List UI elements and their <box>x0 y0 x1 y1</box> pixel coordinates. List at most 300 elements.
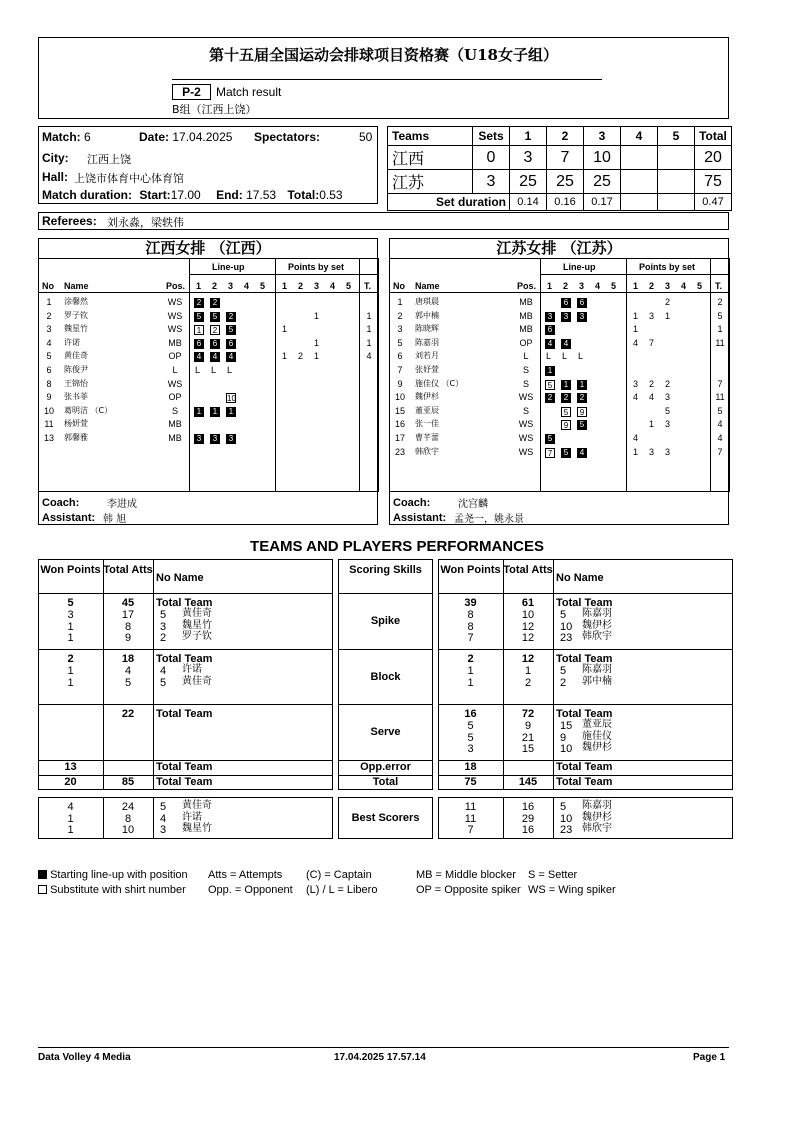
team-panel-home <box>38 238 378 525</box>
performance-row-line <box>38 704 333 705</box>
panel-row-line <box>390 491 730 492</box>
player-name: 魏伊杉 <box>582 619 612 631</box>
duration-label: Match duration: <box>42 188 132 202</box>
player-position: WS <box>167 324 183 335</box>
player-number: 6 <box>46 365 52 375</box>
performance-column-line <box>153 559 154 790</box>
lineup-substitute: 5 <box>545 380 555 390</box>
points-set: 2 <box>665 297 671 307</box>
player-number: 3 <box>160 824 167 836</box>
filled-square-icon <box>38 870 47 879</box>
player-number: 23 <box>560 824 573 836</box>
assistant-name: 孟尧一，姚永景 <box>454 514 524 525</box>
best-total-atts: 16 <box>521 824 535 836</box>
set-header: 1 <box>282 281 288 291</box>
player-number: 23 <box>394 446 405 457</box>
duration-row <box>42 188 343 202</box>
player-name: 刘若月 <box>415 351 439 361</box>
player-number: 5 <box>560 801 567 813</box>
lineup-substitute: 10 <box>227 394 236 404</box>
match-number: 6 <box>84 130 91 144</box>
points-set: 1 <box>314 351 320 362</box>
player-name: 魏伊杉 <box>582 811 612 823</box>
points-set: 4 <box>633 433 639 443</box>
score-header: 1 <box>510 127 547 146</box>
hall-label: Hall: <box>42 170 69 184</box>
player-total-atts: 2 <box>524 676 532 689</box>
hall-value: 上饶市体育中心体育馆 <box>74 172 184 185</box>
score-header: Sets <box>473 127 510 146</box>
team-name-away: 江苏女排 （江苏） <box>390 239 728 259</box>
points-set: 1 <box>314 310 320 321</box>
best-total-atts: 8 <box>124 812 132 825</box>
lineup-start-position: 6 <box>210 339 220 349</box>
player-name: 郭馨雅 <box>64 433 88 442</box>
points-total: 11 <box>715 337 725 348</box>
score-header: 5 <box>658 127 695 146</box>
end-label: End: <box>216 188 243 202</box>
lineup-libero: L <box>546 351 552 362</box>
player-won-points: 1 <box>67 620 74 633</box>
player-number: 7 <box>397 365 403 375</box>
score-row <box>388 146 732 170</box>
score-total: 20 <box>695 146 732 170</box>
set-duration <box>621 194 658 211</box>
player-number: 1 <box>397 297 403 307</box>
lineup-start-position: 3 <box>226 434 236 444</box>
player-name: 王锦怡 <box>64 378 88 388</box>
points-total: 7 <box>717 446 723 457</box>
points-header: Points by set <box>639 262 696 272</box>
player-name: 施佳仪 <box>582 730 612 742</box>
total-duration: 0.53 <box>319 188 343 202</box>
points-header: Points by set <box>288 262 345 272</box>
lineup-start-position: 1 <box>194 407 204 417</box>
footer-page: Page 1 <box>693 1052 726 1063</box>
points-set: 3 <box>665 446 671 457</box>
player-name: 董亚辰 <box>415 405 439 415</box>
player-won-points: 5 <box>467 731 474 744</box>
set-header: 2 <box>212 281 218 291</box>
points-set: 1 <box>314 337 320 348</box>
lineup-start-position: 4 <box>210 352 220 362</box>
points-set: 1 <box>665 310 671 321</box>
set-header: 4 <box>595 281 601 291</box>
player-name: 韩欣宇 <box>582 631 612 642</box>
performance-row-line <box>438 649 733 650</box>
team-won-points: 13 <box>64 761 77 773</box>
player-name: 郭中楠 <box>582 675 612 687</box>
points-set: 2 <box>298 351 304 362</box>
total-team-label: Total Team <box>156 761 213 773</box>
player-name: 陈嘉羽 <box>582 608 612 619</box>
player-total-atts: 15 <box>521 743 535 755</box>
score-header-row <box>388 127 732 146</box>
set-duration <box>658 194 695 211</box>
player-name: 魏伊杉 <box>582 742 612 753</box>
legend-text: Atts = Attempts <box>208 869 283 881</box>
total-atts-header: Total Atts <box>503 564 553 576</box>
legend-starting <box>38 869 188 881</box>
player-won-points: 1 <box>467 665 474 677</box>
end-time: 17.53 <box>246 188 277 202</box>
player-name: 郭中楠 <box>415 310 439 320</box>
set-header: 4 <box>681 281 687 291</box>
player-name: 罗子钦 <box>64 310 88 320</box>
player-number: 23 <box>560 632 573 644</box>
lineup-start-position: 1 <box>561 380 571 390</box>
player-name: 施佳仪 （C） <box>415 378 464 388</box>
total-team-label: Total Team <box>556 761 613 773</box>
team-total-atts: 12 <box>521 653 535 665</box>
won-points-header: Won Points <box>40 564 101 576</box>
lineup-substitute: 5 <box>561 407 571 417</box>
points-set: 1 <box>649 419 655 430</box>
player-position: S <box>522 405 529 416</box>
lineup-start-position: 2 <box>545 393 555 403</box>
score-team: 江西 <box>388 146 473 170</box>
lineup-start-position: 1 <box>210 407 220 417</box>
set-header: 2 <box>298 281 304 291</box>
player-name: 杨妍萱 <box>64 419 88 429</box>
player-name: 曹芊蕾 <box>415 433 439 442</box>
lineup-libero: L <box>562 351 568 362</box>
player-number: 10 <box>394 392 405 403</box>
total-label: Total: <box>287 188 320 202</box>
lineup-start-position: 5 <box>577 420 587 430</box>
report-subtitle: Match result <box>216 85 282 99</box>
match-date: 17.04.2025 <box>172 130 233 144</box>
date-label: Date: <box>139 130 170 144</box>
player-number: 4 <box>160 812 167 825</box>
player-name: 张书菲 <box>64 392 88 402</box>
legend-text: Starting line-up with position <box>50 869 188 881</box>
coach-name: 李进成 <box>107 499 137 510</box>
player-number: 3 <box>160 620 167 633</box>
footer-software: Data Volley 4 Media <box>38 1052 131 1063</box>
pos-header: Pos. <box>166 281 186 291</box>
match-label: Match: <box>42 130 81 144</box>
lineup-libero: L <box>211 365 217 375</box>
team-name-home: 江西女排 （江西） <box>39 239 377 259</box>
player-number: 15 <box>394 405 405 416</box>
set-header: 3 <box>228 281 234 291</box>
city-value: 江西上饶 <box>87 153 131 166</box>
performance-row-line <box>338 704 433 705</box>
team-panel-away <box>389 238 729 525</box>
player-number: 5 <box>46 351 52 362</box>
lineup-start-position: 6 <box>577 298 587 308</box>
referees-names: 刘永淼，梁轶伟 <box>107 216 184 229</box>
player-total-atts: 17 <box>121 609 135 621</box>
team-total-atts: 22 <box>121 708 135 720</box>
best-won-points: 1 <box>67 812 74 825</box>
player-total-atts: 9 <box>124 632 132 644</box>
footer-timestamp: 17.04.2025 17.57.14 <box>334 1052 426 1063</box>
referees-bar <box>38 212 729 230</box>
player-number: 2 <box>397 310 403 321</box>
player-number: 5 <box>560 665 567 677</box>
performance-row-line <box>438 704 733 705</box>
no-name-header: No Name <box>156 572 204 584</box>
no-header: No <box>42 281 54 291</box>
performance-row-line <box>438 593 733 594</box>
score-set: 7 <box>547 146 584 170</box>
lineup-start-position: 3 <box>545 312 555 322</box>
player-total-atts: 1 <box>524 665 532 677</box>
set-header: 5 <box>697 281 703 291</box>
points-set: 1 <box>633 310 639 321</box>
set-duration-total: 0.47 <box>695 194 732 211</box>
performance-row-line <box>38 593 333 594</box>
set-header: 4 <box>330 281 336 291</box>
lineup-start-position: 5 <box>210 312 220 322</box>
score-header: 2 <box>547 127 584 146</box>
page-title: 第十五届全国运动会排球项目资格赛（U18女子组） <box>209 46 558 64</box>
player-number: 16 <box>394 419 405 430</box>
team-won-points: 5 <box>67 597 74 609</box>
lineup-libero: L <box>195 365 201 375</box>
points-set: 7 <box>649 337 655 348</box>
player-number: 2 <box>560 676 567 689</box>
player-won-points: 5 <box>467 720 474 732</box>
player-name: 魏伊杉 <box>415 392 439 402</box>
city-label: City: <box>42 151 69 165</box>
player-position: WS <box>518 433 534 443</box>
total-team-label: Total Team <box>156 776 213 788</box>
player-name: 韩欣宇 <box>415 446 439 456</box>
points-total: 1 <box>366 324 372 335</box>
player-number: 11 <box>44 419 54 430</box>
panel-row-line <box>189 274 379 275</box>
player-number: 5 <box>160 801 167 813</box>
score-sets: 3 <box>473 170 510 194</box>
legend-text: S = Setter <box>528 869 578 881</box>
player-name: 陈嘉羽 <box>582 664 612 675</box>
player-total-atts: 12 <box>521 632 535 644</box>
best-scorers-column-line <box>153 797 154 839</box>
player-name: 张一佳 <box>415 419 439 429</box>
group-label: B组（江西上饶） <box>172 103 257 116</box>
points-set: 2 <box>665 378 671 389</box>
panel-row-line <box>39 292 379 293</box>
footer-divider <box>38 1047 729 1048</box>
points-total: 1 <box>717 324 723 335</box>
player-won-points: 8 <box>467 620 474 633</box>
player-won-points: 1 <box>67 665 74 677</box>
player-number: 5 <box>560 609 567 621</box>
skill-label: Serve <box>370 726 401 738</box>
points-set: 4 <box>649 392 655 403</box>
player-name: 黄佳奇 <box>182 675 212 687</box>
legend-text: (C) = Captain <box>306 869 372 881</box>
player-position: OP <box>168 392 182 403</box>
team-won-points: 20 <box>64 776 77 788</box>
score-set: 25 <box>510 170 547 194</box>
points-total: 4 <box>366 351 372 362</box>
player-position: MB <box>168 419 182 430</box>
score-set <box>658 146 695 170</box>
lineup-substitute: 9 <box>561 420 571 430</box>
player-total-atts: 4 <box>124 665 132 677</box>
lineup-header: Line-up <box>563 262 596 272</box>
points-total: 4 <box>717 419 723 430</box>
lineup-libero: L <box>227 365 233 375</box>
player-number: 9 <box>397 378 403 389</box>
points-total: 1 <box>366 337 372 348</box>
assistant-name: 韩 旭 <box>103 514 127 525</box>
player-name: 陈嘉羽 <box>582 800 612 811</box>
lineup-start-position: 5 <box>194 312 204 322</box>
player-name: 韩欣宇 <box>582 823 612 834</box>
player-number: 2 <box>160 632 167 644</box>
player-name: 陈俊尹 <box>64 365 88 374</box>
total-team-label: Total Team <box>156 597 213 609</box>
points-set: 1 <box>282 324 288 335</box>
player-number: 9 <box>46 392 52 403</box>
set-header: 5 <box>346 281 352 291</box>
player-number: 17 <box>394 433 405 443</box>
score-set: 10 <box>584 146 621 170</box>
points-total: 4 <box>717 433 723 443</box>
score-table <box>387 126 732 211</box>
player-name: 黄佳奇 <box>182 608 212 619</box>
player-won-points: 1 <box>67 632 74 644</box>
player-number: 1 <box>46 297 52 307</box>
player-number: 5 <box>160 609 167 621</box>
player-position: MB <box>168 337 182 348</box>
coach-label: Coach: <box>393 497 431 509</box>
points-set: 1 <box>633 446 639 457</box>
spectators-row <box>254 130 320 144</box>
match-row <box>42 130 91 144</box>
total-team-label: Total Team <box>556 653 613 665</box>
score-header: Teams <box>388 127 473 146</box>
points-set: 4 <box>633 392 639 403</box>
legend-text: MB = Middle blocker <box>416 869 516 881</box>
player-won-points: 8 <box>467 609 474 621</box>
score-header: 4 <box>621 127 658 146</box>
score-total: 75 <box>695 170 732 194</box>
set-duration: 0.16 <box>547 194 584 211</box>
referees-label: Referees: <box>42 214 97 228</box>
player-position: S <box>171 405 178 416</box>
score-set <box>621 170 658 194</box>
player-name: 葛明洁 （C） <box>64 405 113 415</box>
score-header: 3 <box>584 127 621 146</box>
score-set: 25 <box>547 170 584 194</box>
best-won-points: 11 <box>464 801 477 813</box>
player-number: 8 <box>46 378 52 389</box>
legend-text: (L) / L = Libero <box>306 884 378 896</box>
match-info <box>38 126 378 204</box>
lineup-substitute: 9 <box>577 407 587 417</box>
lineup-start-position: 2 <box>194 298 204 308</box>
set-header: 1 <box>633 281 639 291</box>
team-won-points: 2 <box>67 653 74 665</box>
name-header: Name <box>64 281 89 291</box>
lineup-substitute: 2 <box>210 325 220 335</box>
best-total-atts: 10 <box>121 824 135 836</box>
player-position: MB <box>519 310 533 321</box>
lineup-start-position: 2 <box>577 393 587 403</box>
lineup-start-position: 6 <box>561 298 571 308</box>
player-name: 许诺 <box>64 337 80 347</box>
no-header: No <box>393 281 405 291</box>
best-scorers-column-line <box>553 797 554 839</box>
lineup-start-position: 2 <box>561 393 571 403</box>
player-number: 3 <box>397 324 403 335</box>
lineup-start-position: 6 <box>545 325 555 335</box>
player-position: S <box>522 365 529 375</box>
player-position: MB <box>519 324 533 335</box>
points-set: 1 <box>282 351 288 362</box>
legend-text: Substitute with shirt number <box>50 884 186 896</box>
player-number: 10 <box>560 620 573 633</box>
player-position: MB <box>168 433 182 443</box>
lineup-start-position: 3 <box>561 312 571 322</box>
player-position: L <box>523 351 529 362</box>
player-number: 15 <box>560 720 573 732</box>
best-total-atts: 29 <box>521 812 535 825</box>
set-header: 1 <box>196 281 202 291</box>
points-total: 1 <box>366 310 372 321</box>
player-number: 5 <box>397 337 403 348</box>
no-name-header: No Name <box>556 572 604 584</box>
best-won-points: 4 <box>67 801 74 813</box>
player-name: 罗子钦 <box>182 631 212 642</box>
points-set: 3 <box>665 392 671 403</box>
lineup-start-position: 5 <box>545 434 555 444</box>
set-header: 2 <box>649 281 655 291</box>
performance-row-line <box>38 649 333 650</box>
legend-text: WS = Wing spiker <box>528 884 616 896</box>
set-header: 4 <box>244 281 250 291</box>
lineup-start-position: 3 <box>577 312 587 322</box>
player-number: 13 <box>43 433 54 443</box>
player-position: WS <box>518 392 534 403</box>
score-set <box>621 146 658 170</box>
team-won-points: 2 <box>467 653 474 665</box>
team-won-points: 39 <box>464 597 477 609</box>
won-points-header: Won Points <box>440 564 501 576</box>
player-name: 唐琪晨 <box>415 297 439 306</box>
points-set: 5 <box>665 405 671 416</box>
player-won-points: 1 <box>67 676 74 689</box>
set-duration: 0.14 <box>510 194 547 211</box>
points-set: 3 <box>649 446 655 457</box>
total-header: T. <box>715 281 723 291</box>
player-position: OP <box>168 351 182 362</box>
team-total-atts: 61 <box>521 597 535 609</box>
lineup-start-position: 1 <box>226 407 236 417</box>
set-header: 1 <box>547 281 553 291</box>
points-set: 1 <box>633 324 639 335</box>
lineup-start-position: 5 <box>226 325 236 335</box>
team-won-points: 18 <box>464 761 477 773</box>
lineup-start-position: 5 <box>561 448 571 458</box>
set-header: 5 <box>260 281 266 291</box>
set-duration-row <box>388 194 732 211</box>
player-position: S <box>522 378 529 389</box>
lineup-start-position: 4 <box>226 352 236 362</box>
lineup-substitute: 1 <box>194 325 204 335</box>
spectators-label: Spectators: <box>254 130 321 144</box>
points-total: 2 <box>717 297 723 307</box>
player-number: 10 <box>560 812 573 825</box>
score-sets: 0 <box>473 146 510 170</box>
empty-square-icon <box>38 885 47 894</box>
